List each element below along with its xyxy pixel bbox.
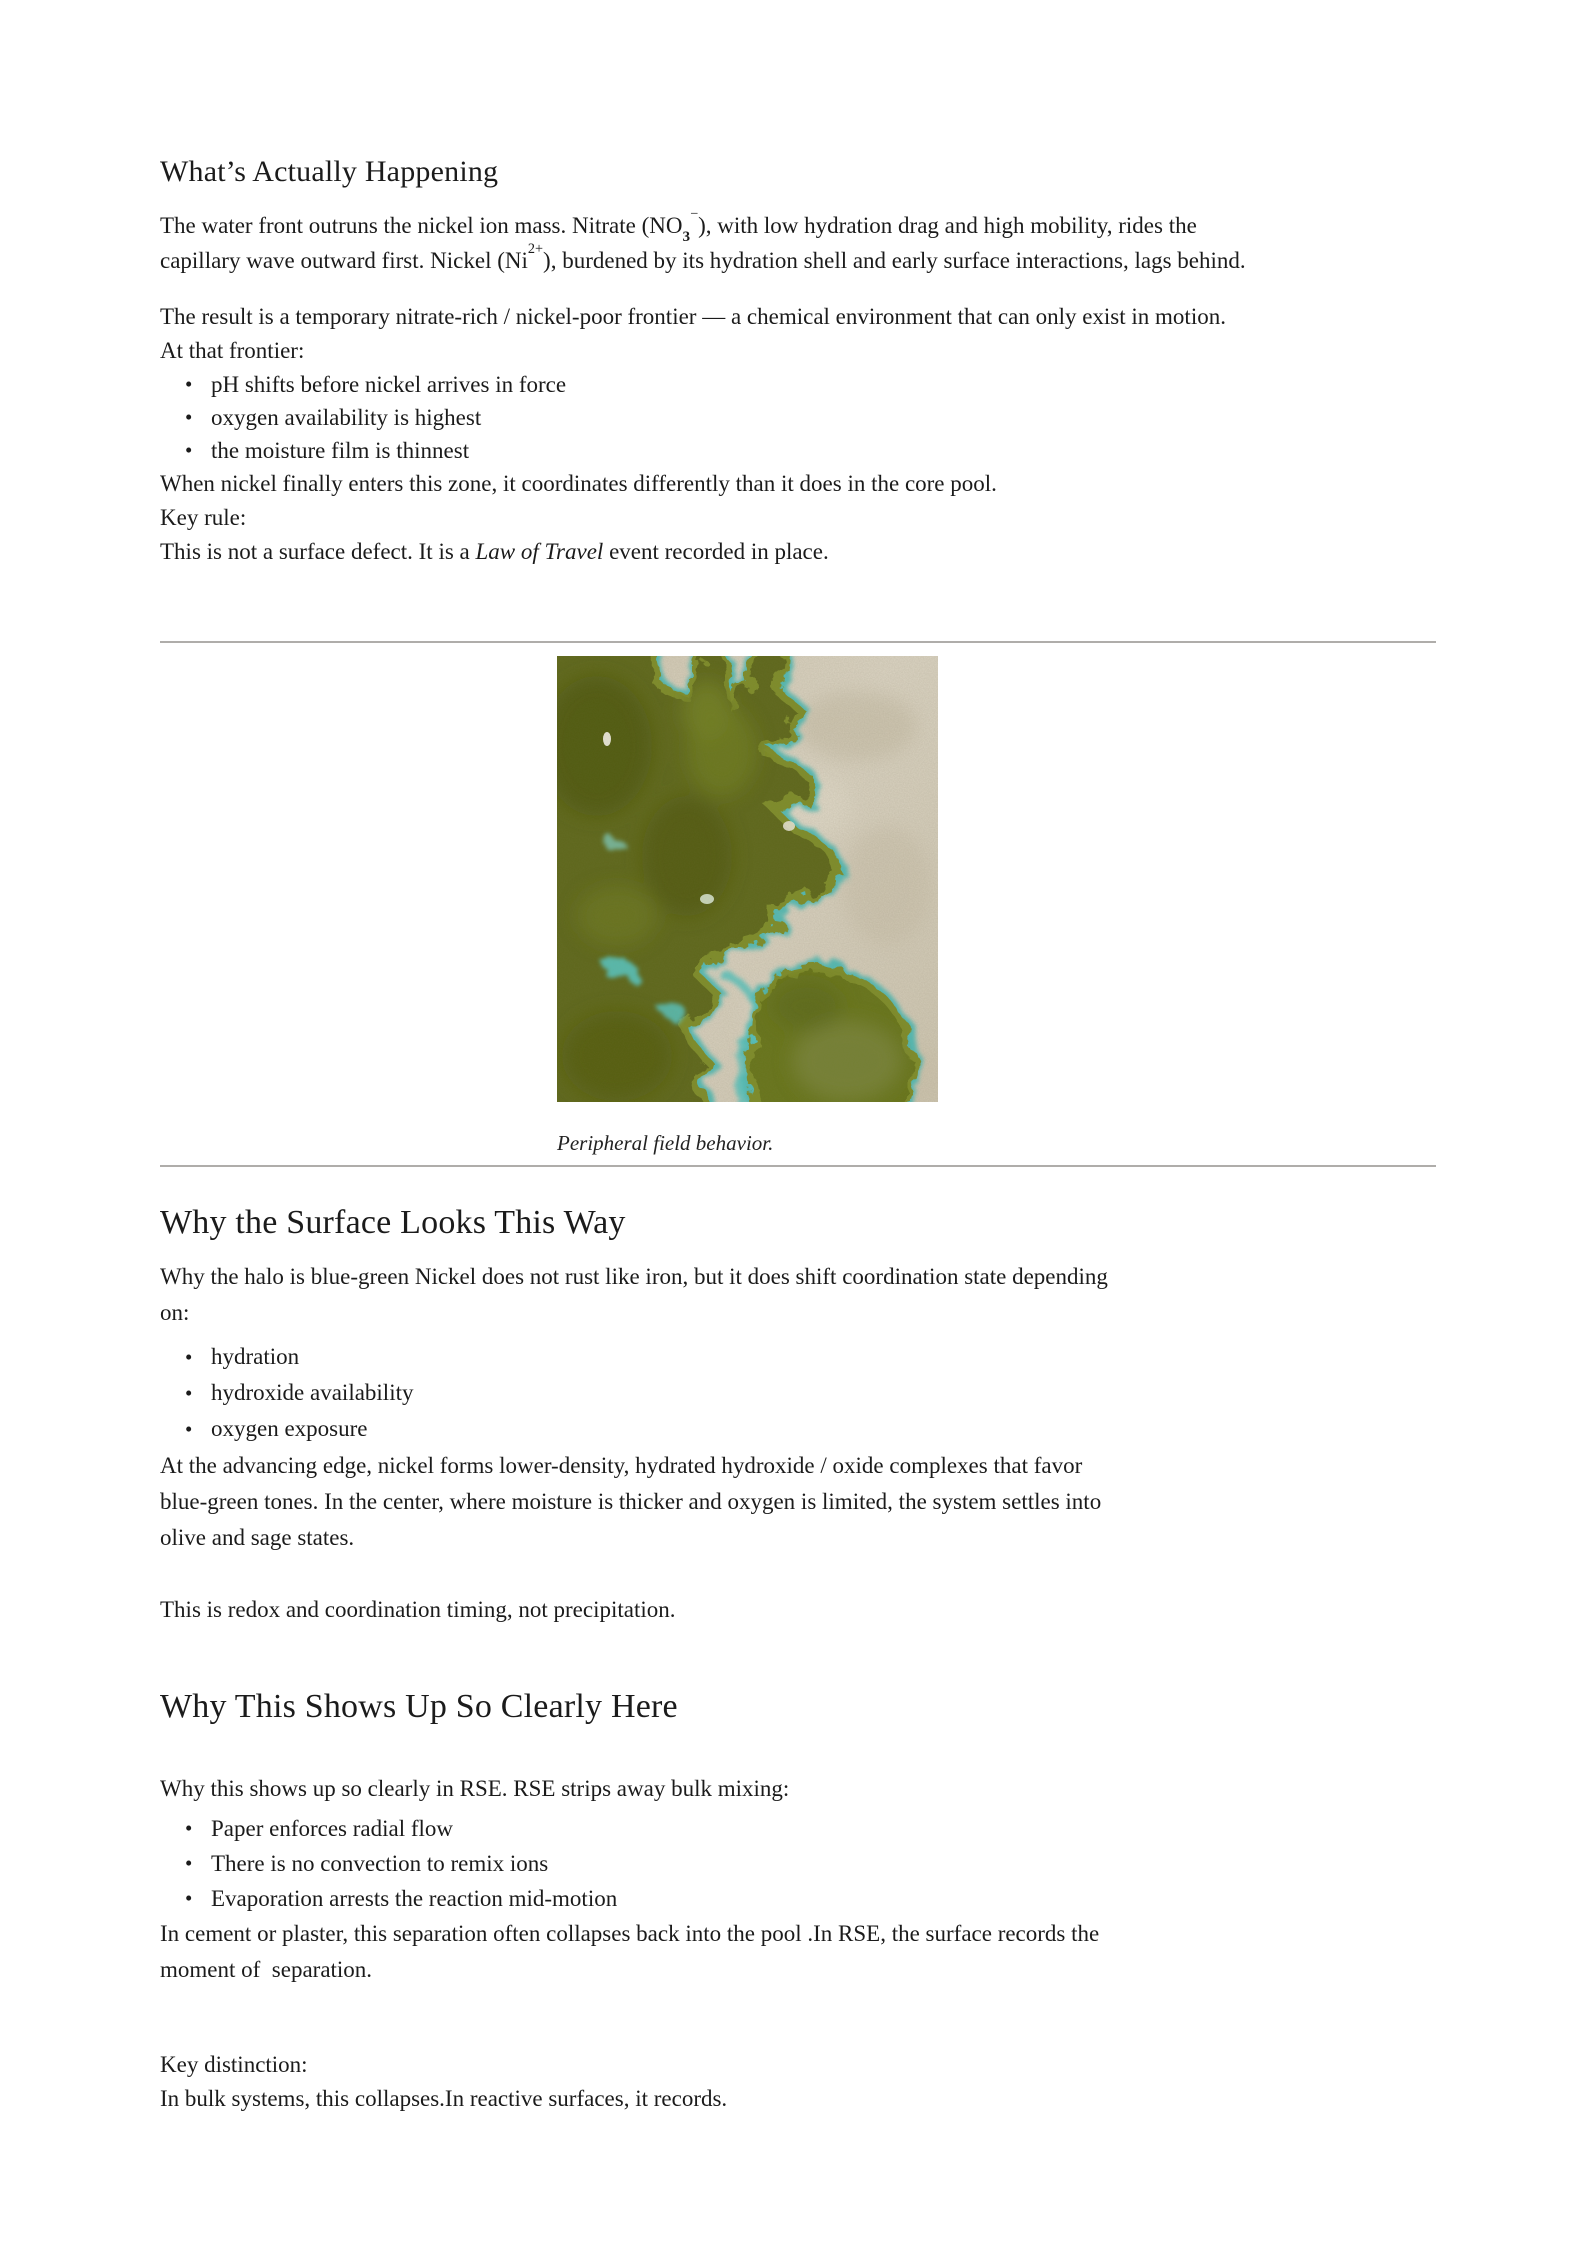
stain-photo-svg — [557, 656, 938, 1102]
text-line — [160, 243, 1436, 278]
paragraph-key-rule — [160, 467, 1436, 569]
heading-why-the-surface-looks-this-way: Why the Surface Looks This Way — [160, 1204, 626, 1241]
heading-whats-actually-happening: What’s Actually Happening — [160, 155, 499, 188]
text-line: Key rule: — [160, 505, 247, 530]
text-run: ), with low hydration drag and high mobility, rides the — [698, 213, 1197, 238]
divider — [160, 641, 1436, 643]
bullet-list-rse — [160, 1811, 1436, 1916]
list-item: • oxygen exposure — [160, 1411, 1436, 1447]
list-item: • the moisture film is thinnest — [160, 434, 1436, 467]
text-run: event recorded in place. — [603, 539, 829, 564]
text-run: This is not a surface defect. It is a — [160, 539, 476, 564]
text-line — [160, 208, 1436, 243]
text-run: The water front outruns the nickel ion mass. Nitrate (NO — [160, 213, 683, 238]
text-line: In bulk systems, this collapses.In reactive surfaces, it records. — [160, 2086, 728, 2111]
text-line: When nickel finally enters this zone, it coordinates differently than it does in the core pool. — [160, 471, 997, 496]
text-line: At that frontier: — [160, 338, 305, 363]
text-run: capillary wave outward first. Nickel (Ni — [160, 248, 528, 273]
list-item: • pH shifts before nickel arrives in force — [160, 368, 1436, 401]
paragraph-redox-timing — [160, 1592, 1436, 1628]
bullet-list-frontier — [160, 368, 1436, 467]
text-line: olive and sage states. — [160, 1525, 355, 1550]
photo-grain-overlay — [557, 656, 938, 1102]
list-item: • Paper enforces radial flow — [160, 1811, 1436, 1846]
text-line: The result is a temporary nitrate-rich / nickel-poor frontier — a chemical environment that can only exist in motion. — [160, 304, 1226, 329]
text-line: At the advancing edge, nickel forms lower-density, hydrated hydroxide / oxide complexes that favor — [160, 1453, 1083, 1478]
text-line: Key distinction: — [160, 2052, 308, 2077]
paragraph-cement-plaster — [160, 1916, 1436, 1988]
text-line: Why the halo is blue-green Nickel does not rust like iron, but it does shift coordination state depending — [160, 1264, 1108, 1289]
subscript-3: 3 — [682, 227, 691, 245]
text-line: moment of separation. — [160, 1957, 373, 1982]
text-line — [160, 535, 1436, 569]
paragraph-advancing-edge — [160, 1448, 1436, 1556]
list-item: • hydration — [160, 1339, 1436, 1375]
text-line: Why this shows up so clearly in RSE. RSE strips away bulk mixing: — [160, 1776, 790, 1801]
text-line: This is redox and coordination timing, not precipitation. — [160, 1597, 676, 1622]
list-item: • Evaporation arrests the reaction mid-motion — [160, 1881, 1436, 1916]
stain-figure — [557, 656, 1436, 1158]
paragraph-water-front — [160, 208, 1436, 278]
paragraph-result-frontier — [160, 300, 1436, 368]
heading-why-this-shows-up-so-clearly: Why This Shows Up So Clearly Here — [160, 1688, 678, 1725]
list-item: • There is no convection to remix ions — [160, 1846, 1436, 1881]
italic-law-of-travel: Law of Travel — [475, 539, 604, 564]
superscript-2plus: 2+ — [527, 241, 544, 258]
superscript-minus: − — [690, 206, 699, 223]
paragraph-halo-blue-green — [160, 1259, 1436, 1331]
paragraph-key-distinction — [160, 2048, 1436, 2116]
list-item: • oxygen availability is highest — [160, 401, 1436, 434]
divider — [160, 1165, 1436, 1167]
paragraph-rse-strips — [160, 1771, 1436, 1807]
text-run: ), burdened by its hydration shell and early surface interactions, lags behind. — [543, 248, 1246, 273]
text-line: blue-green tones. In the center, where moisture is thicker and oxygen is limited, the system settles into — [160, 1489, 1102, 1514]
text-line: on: — [160, 1300, 190, 1325]
bullet-list-coordination — [160, 1339, 1436, 1447]
peripheral-field-photo — [557, 656, 938, 1102]
list-item: • hydroxide availability — [160, 1375, 1436, 1411]
text-line: In cement or plaster, this separation often collapses back into the pool .In RSE, the surface records the — [160, 1921, 1100, 1946]
figure-caption: Peripheral field behavior. — [557, 1131, 774, 1155]
